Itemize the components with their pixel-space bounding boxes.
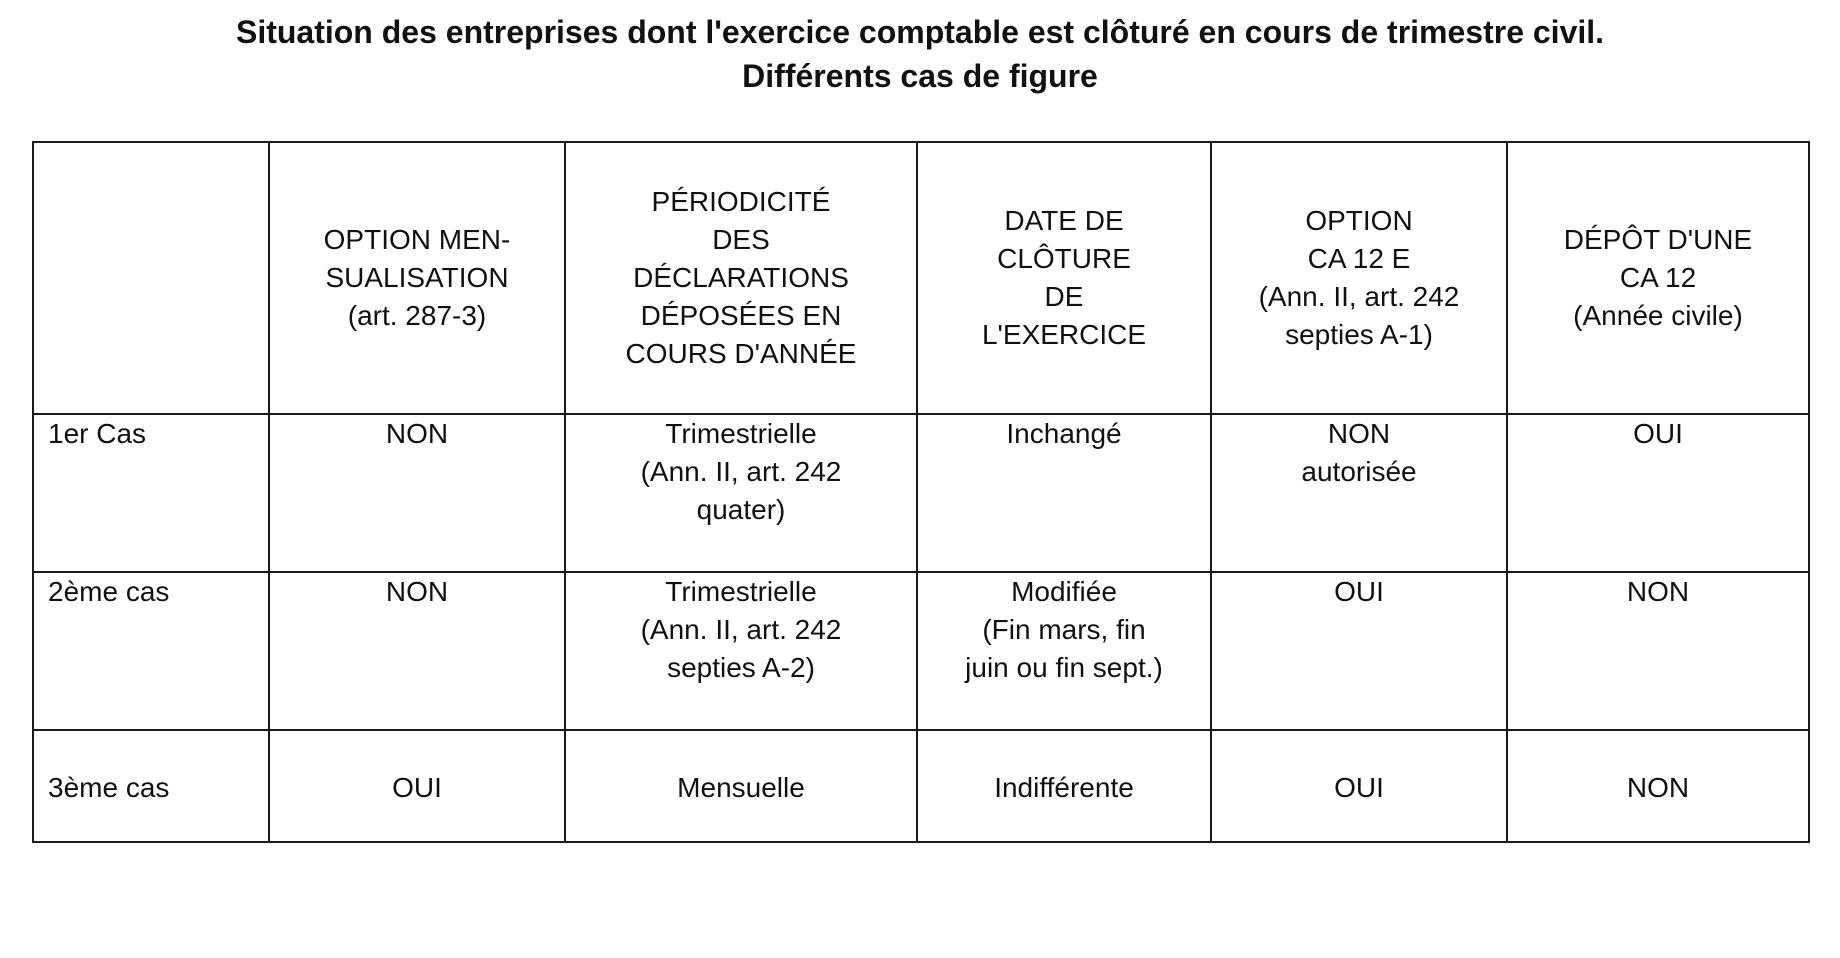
table-cell: OUI bbox=[269, 730, 565, 842]
row-label: 1er Cas bbox=[33, 414, 269, 572]
table-row bbox=[33, 572, 1809, 730]
header-date-cloture: DATE DE CLÔTURE DE L'EXERCICE bbox=[917, 142, 1211, 414]
header-empty-cell bbox=[33, 142, 269, 414]
header-option-mensualisation: OPTION MEN- SUALISATION (art. 287-3) bbox=[269, 142, 565, 414]
header-periodicite: PÉRIODICITÉ DES DÉCLARATIONS DÉPOSÉES EN COURS D'ANNÉE bbox=[565, 142, 917, 414]
header-depot-ca12: DÉPÔT D'UNE CA 12 (Année civile) bbox=[1507, 142, 1809, 414]
table-cell: NON bbox=[1507, 730, 1809, 842]
table-header-row bbox=[33, 142, 1809, 414]
table-cell: Trimestrielle (Ann. II, art. 242 septies A-2) bbox=[565, 572, 917, 730]
table-cell: Inchangé bbox=[917, 414, 1211, 572]
table-row bbox=[33, 414, 1809, 572]
title-line-1: Situation des entreprises dont l'exercice comptable est clôturé en cours de trimestre civil. bbox=[235, 14, 1605, 50]
title-line-2: Différents cas de figure bbox=[742, 58, 1098, 94]
table-cell: Indifférente bbox=[917, 730, 1211, 842]
table-cell: NON bbox=[269, 414, 565, 572]
table-cell: OUI bbox=[1211, 730, 1507, 842]
row-label: 3ème cas bbox=[33, 730, 269, 842]
row-label: 2ème cas bbox=[33, 572, 269, 730]
table-cell: OUI bbox=[1507, 414, 1809, 572]
table-cell: Mensuelle bbox=[565, 730, 917, 842]
header-option-ca12e: OPTION CA 12 E (Ann. II, art. 242 septies A-1) bbox=[1211, 142, 1507, 414]
table-cell: OUI bbox=[1211, 572, 1507, 730]
document-title bbox=[0, 10, 1840, 98]
cases-table bbox=[32, 141, 1810, 843]
table-cell: NON bbox=[269, 572, 565, 730]
table-row bbox=[33, 730, 1809, 842]
table-cell: Trimestrielle (Ann. II, art. 242 quater) bbox=[565, 414, 917, 572]
table-cell: NON autorisée bbox=[1211, 414, 1507, 572]
table-cell: NON bbox=[1507, 572, 1809, 730]
table-cell: Modifiée (Fin mars, fin juin ou fin sept.) bbox=[917, 572, 1211, 730]
